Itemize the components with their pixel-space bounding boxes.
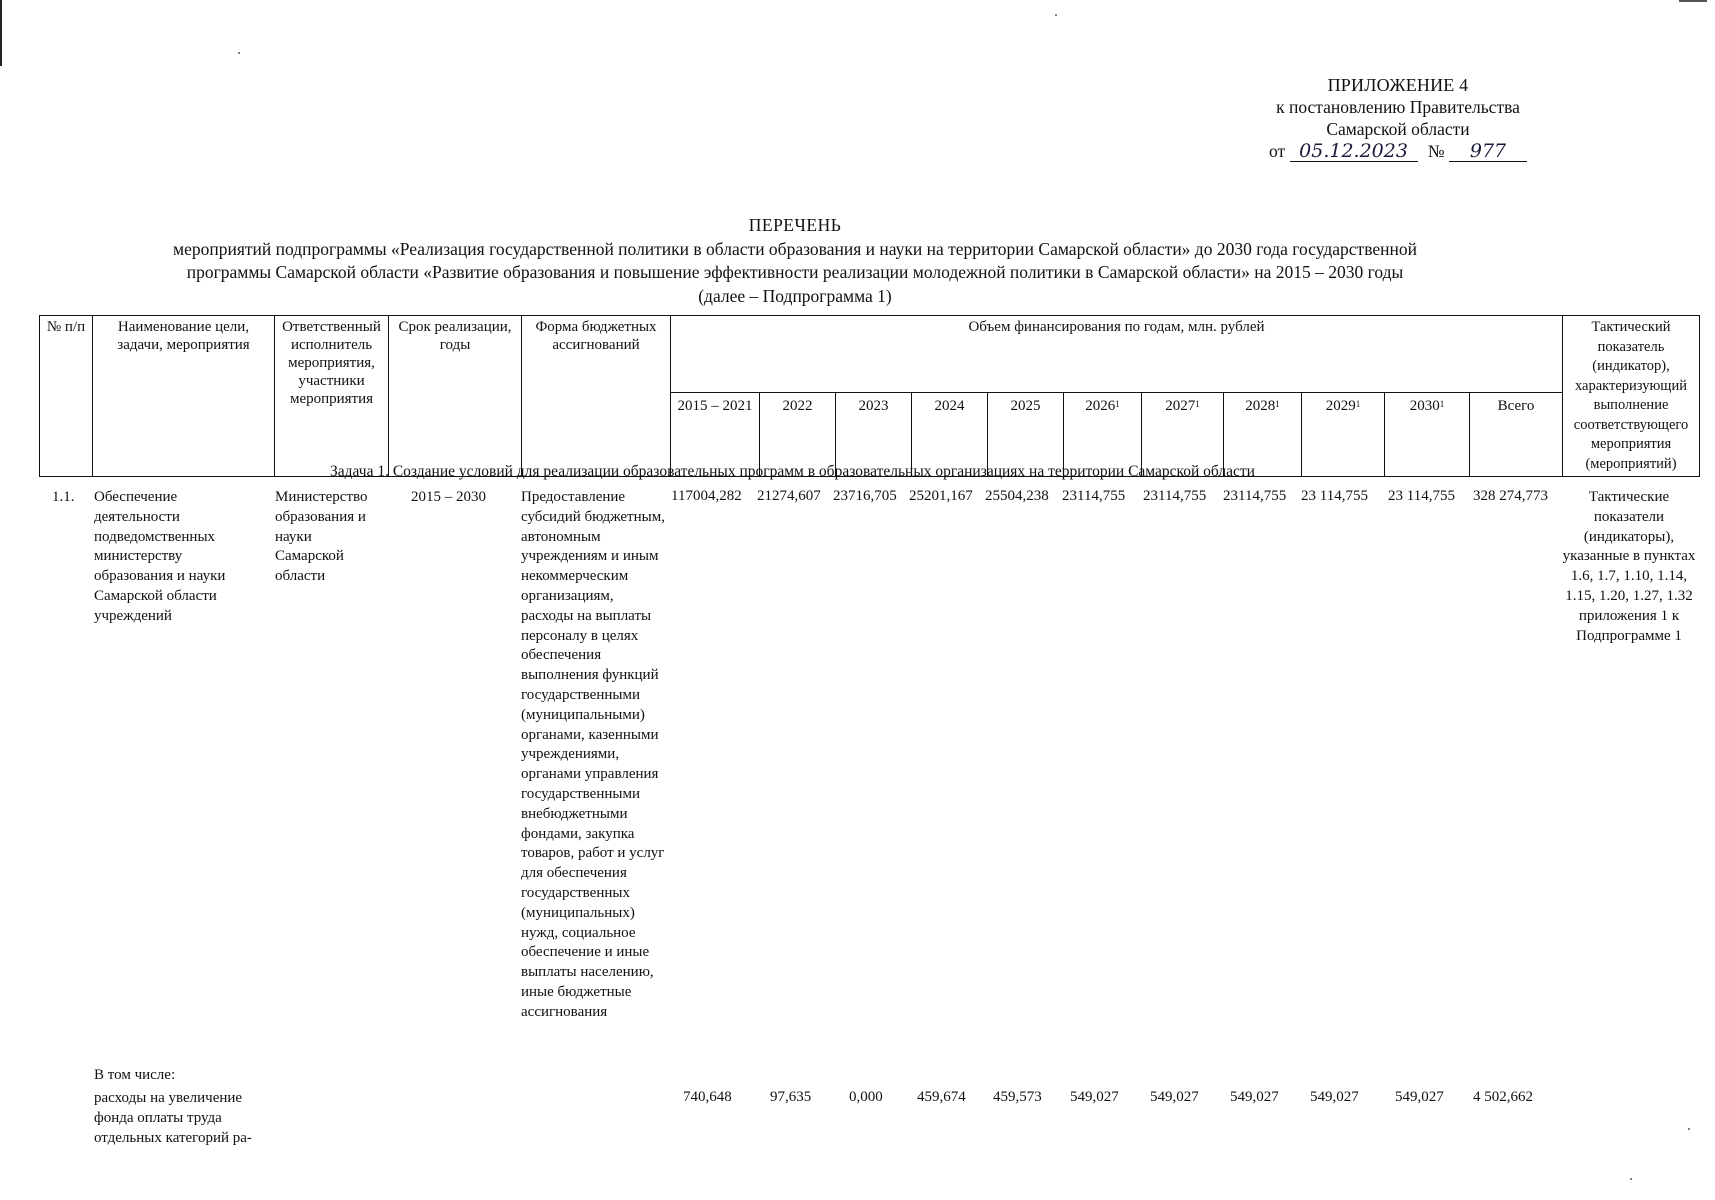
annex-line-3: Самарской области bbox=[1326, 119, 1470, 139]
row-number: 1.1. bbox=[52, 489, 75, 505]
scan-edge-mark bbox=[0, 0, 2, 66]
row-value-2028: 23114,755 bbox=[1223, 488, 1287, 504]
document-title bbox=[120, 214, 1470, 308]
footnote-mark: 1 bbox=[1195, 398, 1200, 409]
subrow-value-2028: 549,027 bbox=[1230, 1089, 1279, 1105]
row-form: Предоставление субсидий бюджетным, автономным учреждениям и иным некоммерческим организациям, расходы на выплаты персоналу в целях обеспечения выполнения функций государственными (муниципальными) органами, казенными учреждениями, органами управления государственными внебюджетными фондами, закупка товаров, работ и услуг для обеспечения государственных (муниципальных) нужд, социальное обеспечение и иные выплаты населению, иные бюджетные ассигнования bbox=[521, 489, 665, 1020]
handwritten-number: 977 bbox=[1449, 141, 1527, 162]
row-value-2027: 23114,755 bbox=[1143, 488, 1207, 504]
header-form: Форма бюджетных ассигнований bbox=[522, 316, 671, 477]
year-2022: 2022 bbox=[760, 392, 836, 476]
annex-line-2: к постановлению Правительства bbox=[1276, 97, 1520, 117]
title-heading: ПЕРЕЧЕНЬ bbox=[748, 215, 842, 235]
annex-signature-row bbox=[1238, 140, 1558, 166]
year-2015-2021: 2015 – 2021 bbox=[671, 392, 760, 476]
year-total: Всего bbox=[1470, 392, 1563, 476]
subrow-value-total: 4 502,662 bbox=[1473, 1089, 1533, 1105]
row-term: 2015 – 2030 bbox=[411, 489, 486, 505]
scan-speck bbox=[1688, 1128, 1690, 1130]
row-value-2022: 21274,607 bbox=[757, 488, 821, 504]
title-line-4: (далее – Подпрограмма 1) bbox=[698, 285, 892, 306]
subrow-value-2023: 0,000 bbox=[849, 1089, 883, 1105]
header-table bbox=[39, 315, 1700, 477]
row-value-2023: 23716,705 bbox=[833, 488, 897, 504]
subrow-value-2022: 97,635 bbox=[770, 1089, 812, 1105]
subrow-value-2015-2021: 740,648 bbox=[683, 1089, 732, 1105]
header-term: Срок реализации, годы bbox=[389, 316, 522, 477]
year-2026: 2026$^1$ bbox=[1064, 392, 1142, 476]
scan-speck bbox=[238, 52, 240, 54]
header-funding: Объем финансирования по годам, млн. рублей bbox=[671, 316, 1563, 393]
footnote-mark: 1 bbox=[1275, 398, 1280, 409]
row-name: Обеспечение деятельности подведомственных министерству образования и науки Самарской области учреждений bbox=[94, 489, 226, 624]
row-value-2029: 23 114,755 bbox=[1301, 488, 1368, 504]
including-label: В том числе: bbox=[94, 1067, 176, 1083]
year-2024: 2024 bbox=[912, 392, 988, 476]
annex-title: ПРИЛОЖЕНИЕ 4 bbox=[1327, 75, 1469, 95]
scan-edge-mark bbox=[1679, 0, 1707, 2]
title-line-2: мероприятий подпрограммы «Реализация государственной политики в области образования и науки на территории Самарской области» до 2030 года государственной bbox=[173, 238, 1417, 259]
footnote-mark: 1 bbox=[1115, 398, 1120, 409]
number-prefix: № bbox=[1427, 141, 1445, 161]
subrow-value-2030: 549,027 bbox=[1395, 1089, 1444, 1105]
subrow-value-2025: 459,573 bbox=[993, 1089, 1042, 1105]
annex-block bbox=[1238, 74, 1558, 166]
row-value-2030: 23 114,755 bbox=[1388, 488, 1455, 504]
subrow-value-2027: 549,027 bbox=[1150, 1089, 1199, 1105]
year-2028: 2028$^1$ bbox=[1224, 392, 1302, 476]
header-indicator: Тактический показатель (индикатор), характеризующий выполнение соответствующего мероприятия (мероприятий) bbox=[1563, 316, 1700, 477]
year-2029: 2029$^1$ bbox=[1302, 392, 1385, 476]
header-no: № п/п bbox=[40, 316, 93, 477]
date-prefix: от bbox=[1269, 141, 1286, 161]
year-2023: 2023 bbox=[836, 392, 912, 476]
row-indicator: Тактические показатели (индикаторы), указанные в пунктах 1.6, 1.7, 1.10, 1.14, 1.15, 1.20, 1.27, 1.32 приложения 1 к Подпрограмме 1 bbox=[1562, 489, 1696, 644]
row-executor: Министерство образования и науки Самарской области bbox=[275, 489, 368, 585]
year-2025: 2025 bbox=[988, 392, 1064, 476]
row-value-2015-2021: 117004,282 bbox=[671, 488, 742, 504]
handwritten-date: 05.12.2023 bbox=[1290, 141, 1418, 162]
footnote-mark: 1 bbox=[1439, 398, 1445, 409]
row-value-2024: 25201,167 bbox=[909, 488, 973, 504]
subrow-value-2024: 459,674 bbox=[917, 1089, 966, 1105]
subrow-name: расходы на увеличение фонда оплаты труда отдельных категорий ра- bbox=[94, 1090, 252, 1146]
title-line-3: программы Самарской области «Развитие образования и повышение эффективности реализации молодежной политики в Самарской области» на 2015 – 2030 годы bbox=[186, 262, 1404, 282]
subrow-value-2026: 549,027 bbox=[1070, 1089, 1119, 1105]
header-executor: Ответственный исполнитель мероприятия, участники мероприятия bbox=[275, 316, 389, 477]
task-heading: Задача 1. Создание условий для реализации образовательных программ в образовательных организациях на территории Самарской области bbox=[330, 463, 1255, 480]
scan-speck bbox=[1055, 14, 1057, 16]
year-2027: 2027$^1$ bbox=[1142, 392, 1224, 476]
year-2030: 2030$^1$ bbox=[1385, 392, 1470, 476]
scan-speck bbox=[1630, 1178, 1632, 1180]
header-name: Наименование цели, задачи, мероприятия bbox=[93, 316, 275, 477]
footnote-mark: 1 bbox=[1355, 398, 1361, 409]
row-value-2025: 25504,238 bbox=[985, 488, 1049, 504]
subrow-value-2029: 549,027 bbox=[1310, 1089, 1359, 1105]
row-value-total: 328 274,773 bbox=[1473, 488, 1548, 504]
row-value-2026: 23114,755 bbox=[1062, 488, 1126, 504]
